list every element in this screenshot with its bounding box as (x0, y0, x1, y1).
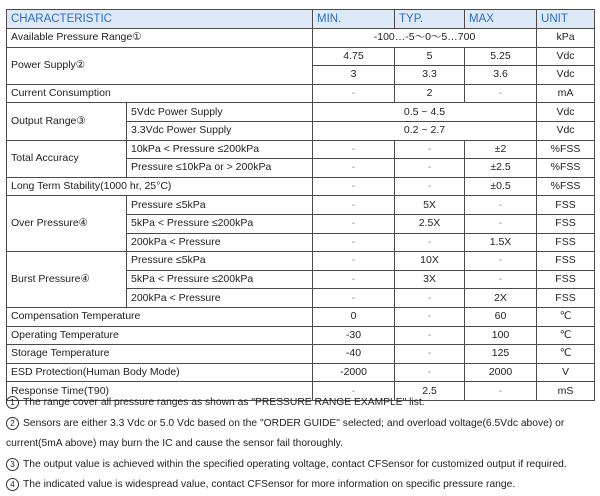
unit-accuracy-1: %FSS (537, 140, 595, 159)
max-power-3v: 3.6 (465, 66, 537, 85)
min-esd: -2000 (313, 363, 395, 382)
min-stability: - (313, 177, 395, 196)
row-burst-pressure (7, 252, 595, 271)
min-response: - (313, 382, 395, 401)
footnote-text-2-continued: current(5mA above) may burn the IC and cause the sensor fail thoroughly. (6, 438, 343, 449)
cond-over-3: 200kPa < Pressure (127, 233, 313, 252)
typ-over-3: - (395, 233, 465, 252)
footnote-1 (6, 393, 598, 414)
label-over-pressure: Over Pressure④ (7, 196, 127, 252)
row-output-range (7, 103, 595, 122)
value-output-5v: 0.5 ~ 4.5 (313, 103, 537, 122)
footnote-4 (6, 475, 598, 496)
unit-burst-2: FSS (537, 270, 595, 289)
row-compensation-temperature (7, 307, 595, 326)
header-typ: TYP. (395, 10, 465, 29)
cond-burst-2: 5kPa < Pressure ≤200kPa (127, 270, 313, 289)
typ-over-1: 5X (395, 196, 465, 215)
table-header-row (7, 10, 595, 29)
label-stability: Long Term Stability(1000 hr, 25°C) (7, 177, 313, 196)
row-pressure-range (7, 29, 595, 48)
max-over-2: - (465, 214, 537, 233)
min-accuracy-2: - (313, 159, 395, 178)
unit-current: mA (537, 84, 595, 103)
typ-burst-3: - (395, 289, 465, 308)
label-total-accuracy: Total Accuracy (7, 140, 127, 177)
footnote-text-2: Sensors are either 3.3 Vdc or 5.0 Vdc based on the "ORDER GUIDE" selected; and overload voltage(6.5Vdc above) or (23, 417, 565, 429)
max-current: - (465, 84, 537, 103)
label-burst-pressure: Burst Pressure④ (7, 252, 127, 308)
max-esd: 2000 (465, 363, 537, 382)
label-esd: ESD Protection(Human Body Mode) (7, 363, 313, 382)
min-burst-1: - (313, 252, 395, 271)
label-storage-temp: Storage Temperature (7, 345, 313, 364)
unit-accuracy-2: %FSS (537, 159, 595, 178)
max-over-1: - (465, 196, 537, 215)
label-output-range: Output Range③ (7, 103, 127, 140)
unit-output-3v: Vdc (537, 121, 595, 140)
min-over-2: - (313, 214, 395, 233)
row-operating-temperature (7, 326, 595, 345)
footnote-2 (6, 414, 598, 435)
max-power-5v: 5.25 (465, 47, 537, 66)
typ-burst-1: 10X (395, 252, 465, 271)
footnote-text-3: The output value is achieved within the specified operating voltage, contact CFSensor for customized output if required. (23, 458, 567, 470)
footnote-number-2: 2 (6, 417, 19, 430)
typ-esd: - (395, 363, 465, 382)
unit-output-5v: Vdc (537, 103, 595, 122)
typ-accuracy-1: - (395, 140, 465, 159)
typ-response: 2.5 (395, 382, 465, 401)
unit-response: mS (537, 382, 595, 401)
row-current-consumption (7, 84, 595, 103)
footnotes (6, 393, 598, 496)
header-max: MAX (465, 10, 537, 29)
label-oper-temp: Operating Temperature (7, 326, 313, 345)
label-power-supply: Power Supply② (7, 47, 313, 84)
unit-burst-1: FSS (537, 252, 595, 271)
label-current: Current Consumption (7, 84, 313, 103)
unit-esd: V (537, 363, 595, 382)
label-comp-temp: Compensation Temperature (7, 307, 313, 326)
typ-power-3v: 3.3 (395, 66, 465, 85)
max-burst-1: - (465, 252, 537, 271)
label-response: Response Time(T90) (7, 382, 313, 401)
typ-burst-2: 3X (395, 270, 465, 289)
unit-pressure-range: kPa (537, 29, 595, 48)
row-storage-temperature (7, 345, 595, 364)
unit-power-5v: Vdc (537, 47, 595, 66)
unit-power-3v: Vdc (537, 66, 595, 85)
typ-power-5v: 5 (395, 47, 465, 66)
cond-over-2: 5kPa < Pressure ≤200kPa (127, 214, 313, 233)
header-characteristic: CHARACTERISTIC (7, 10, 313, 29)
cond-output-5v: 5Vdc Power Supply (127, 103, 313, 122)
typ-comp-temp: - (395, 307, 465, 326)
max-oper-temp: 100 (465, 326, 537, 345)
unit-over-1: FSS (537, 196, 595, 215)
row-power-supply (7, 47, 595, 66)
max-accuracy-2: ±2.5 (465, 159, 537, 178)
typ-storage-temp: - (395, 345, 465, 364)
cond-over-1: Pressure ≤5kPa (127, 196, 313, 215)
min-over-3: - (313, 233, 395, 252)
min-oper-temp: -30 (313, 326, 395, 345)
unit-over-2: FSS (537, 214, 595, 233)
row-long-term-stability (7, 177, 595, 196)
max-stability: ±0.5 (465, 177, 537, 196)
unit-oper-temp: ℃ (537, 326, 595, 345)
label-pressure-range: Available Pressure Range① (7, 29, 313, 48)
max-burst-3: 2X (465, 289, 537, 308)
unit-over-3: FSS (537, 233, 595, 252)
footnote-3 (6, 455, 598, 476)
footnote-2-continued (6, 434, 598, 455)
min-storage-temp: -40 (313, 345, 395, 364)
footnote-number-3: 3 (6, 458, 19, 471)
footnote-text-4: The indicated value is widespread value, contact CFSensor for more information on specific pressure range. (23, 479, 516, 490)
row-over-pressure (7, 196, 595, 215)
unit-burst-3: FSS (537, 289, 595, 308)
cond-burst-3: 200kPa < Pressure (127, 289, 313, 308)
min-burst-3: - (313, 289, 395, 308)
typ-stability: - (395, 177, 465, 196)
max-accuracy-1: ±2 (465, 140, 537, 159)
typ-current: 2 (395, 84, 465, 103)
min-burst-2: - (313, 270, 395, 289)
cond-output-3v: 3.3Vdc Power Supply (127, 121, 313, 140)
min-over-1: - (313, 196, 395, 215)
value-pressure-range: -100…-5～0～5…700 (313, 29, 537, 48)
unit-storage-temp: ℃ (537, 345, 595, 364)
value-output-3v: 0.2 ~ 2.7 (313, 121, 537, 140)
min-current: - (313, 84, 395, 103)
header-unit: UNIT (537, 10, 595, 29)
row-esd-protection (7, 363, 595, 382)
typ-accuracy-2: - (395, 159, 465, 178)
cond-accuracy-2: Pressure ≤10kPa or > 200kPa (127, 159, 313, 178)
unit-comp-temp: ℃ (537, 307, 595, 326)
min-power-3v: 3 (313, 66, 395, 85)
typ-oper-temp: - (395, 326, 465, 345)
max-response: - (465, 382, 537, 401)
cond-accuracy-1: 10kPa < Pressure ≤200kPa (127, 140, 313, 159)
footnote-number-4: 4 (6, 478, 19, 491)
max-over-3: 1.5X (465, 233, 537, 252)
cond-burst-1: Pressure ≤5kPa (127, 252, 313, 271)
typ-over-2: 2.5X (395, 214, 465, 233)
min-power-5v: 4.75 (313, 47, 395, 66)
max-comp-temp: 60 (465, 307, 537, 326)
min-accuracy-1: - (313, 140, 395, 159)
specification-table (6, 9, 595, 401)
max-burst-2: - (465, 270, 537, 289)
row-total-accuracy (7, 140, 595, 159)
unit-stability: %FSS (537, 177, 595, 196)
footnote-text-1: The range cover all pressure ranges as shown as "PRESSURE RANGE EXAMPLE" list. (23, 397, 425, 408)
header-min: MIN. (313, 10, 395, 29)
min-comp-temp: 0 (313, 307, 395, 326)
footnote-number-1: 1 (6, 396, 19, 409)
max-storage-temp: 125 (465, 345, 537, 364)
